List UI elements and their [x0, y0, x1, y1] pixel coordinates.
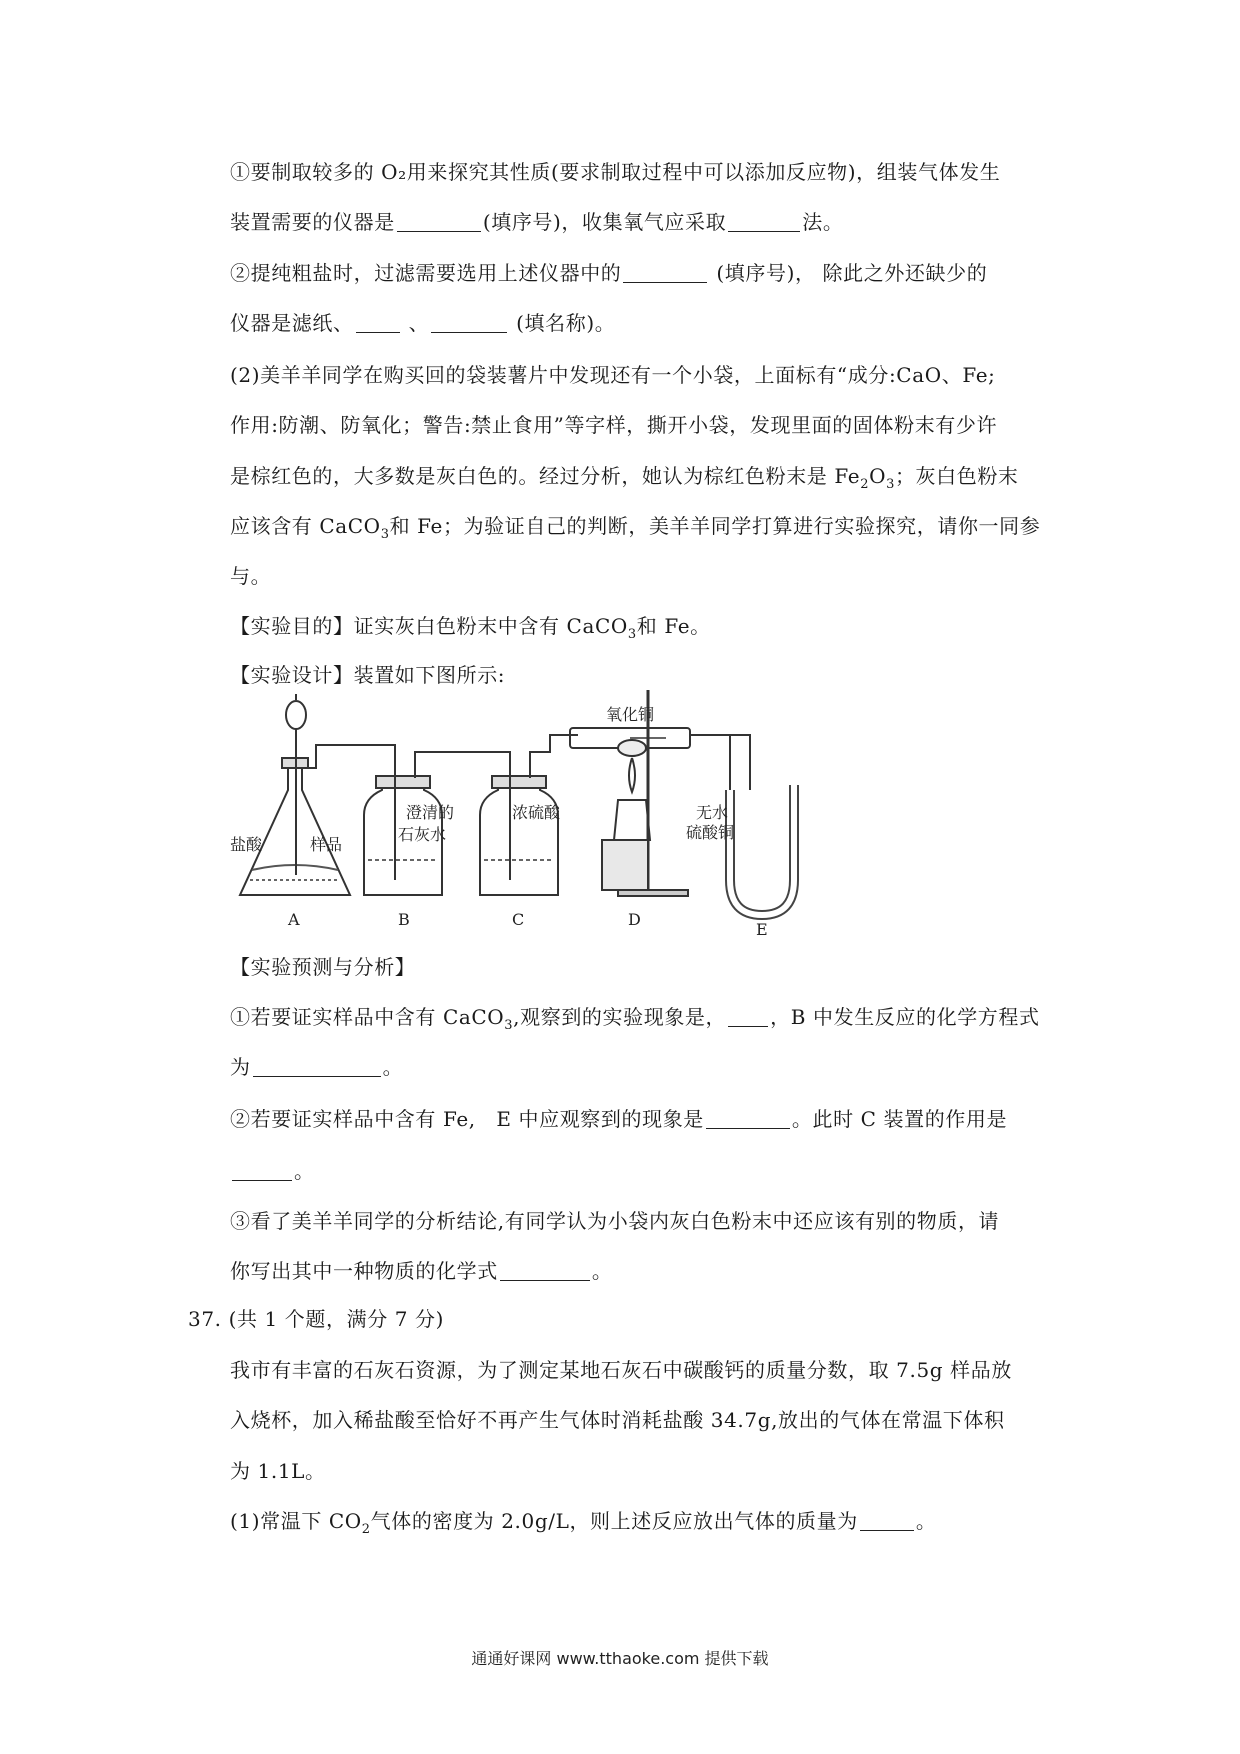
label-hcl: 盐酸 [230, 835, 263, 854]
answer-blank[interactable] [728, 211, 800, 232]
answer-blank[interactable] [500, 1260, 590, 1281]
answer-blank[interactable] [860, 1510, 914, 1531]
experiment-design: 【实验设计】装置如下图所示: [230, 663, 506, 687]
analysis-2-line1: ②若要证实样品中含有 Fe, E 中应观察到的现象是 。此时 C 装置的作用是 [230, 1107, 1008, 1131]
q37-line1: 我市有丰富的石灰石资源，为了测定某地石灰石中碳酸钙的质量分数，取 7.5g 样品放 [230, 1358, 1012, 1382]
answer-blank[interactable] [431, 312, 507, 333]
experiment-purpose: 【实验目的】证实灰白色粉末中含有 CaCO$_3$和 Fe。 [230, 614, 711, 642]
label-cuso4-2: 硫酸铜 [686, 823, 735, 842]
q37-heading: 37. (共 1 个题，满分 7 分) [188, 1307, 445, 1331]
q2-line4: 应该含有 CaCO$_3$和 Fe；为验证自己的判断，美羊羊同学打算进行实验探究，请你一同参 [230, 514, 1041, 542]
label-e: E [756, 920, 768, 939]
label-cuo: 氧化铜 [606, 705, 655, 724]
label-c: C [512, 910, 525, 929]
q1-part1-line1: ①要制取较多的 O₂用来探究其性质(要求制取过程中可以添加反应物)，组装气体发生 [230, 160, 1001, 184]
label-limewater-1: 澄清的 [406, 803, 455, 822]
analysis-1-line2: 为 。 [230, 1055, 404, 1079]
q1-part1-line2: 装置需要的仪器是 (填序号)，收集氧气应采取 法。 [230, 210, 844, 234]
label-sample: 样品 [310, 835, 343, 854]
label-d: D [628, 910, 641, 929]
q1-part2-line1: ②提纯粗盐时，过滤需要选用上述仪器中的 (填序号)， 除此之外还缺少的 [230, 261, 988, 285]
analysis-2-line2: 。 [230, 1156, 315, 1186]
answer-blank[interactable] [253, 1056, 381, 1077]
q2-line1: (2)美羊羊同学在购买回的袋装薯片中发现还有一个小袋，上面标有“成分:CaO、Fe; [230, 363, 996, 387]
label-h2so4: 浓硫酸 [512, 803, 561, 822]
apparatus-diagram [230, 690, 862, 940]
answer-blank[interactable] [356, 312, 400, 333]
label-limewater-2: 石灰水 [398, 825, 447, 844]
analysis-3-line1: ③看了美羊羊同学的分析结论,有同学认为小袋内灰白色粉末中还应该有别的物质，请 [230, 1209, 1000, 1233]
q37-line2: 入烧杯，加入稀盐酸至恰好不再产生气体时消耗盐酸 34.7g,放出的气体在常温下体积 [230, 1408, 1005, 1432]
analysis-heading: 【实验预测与分析】 [230, 955, 416, 979]
answer-blank[interactable] [728, 1006, 768, 1027]
q2-line2: 作用:防潮、防氧化；警告:禁止食用”等字样，撕开小袋，发现里面的固体粉末有少许 [230, 413, 998, 437]
label-b: B [398, 910, 410, 929]
q37-line3: 为 1.1L。 [230, 1459, 326, 1483]
analysis-3-line2: 你写出其中一种物质的化学式 。 [230, 1259, 613, 1283]
answer-blank[interactable] [623, 262, 707, 283]
q2-line5: 与。 [230, 564, 272, 588]
flask-a [240, 694, 350, 895]
answer-blank[interactable] [397, 211, 481, 232]
q1-part2-line2: 仪器是滤纸、 、 (填名称)。 [230, 311, 616, 335]
analysis-1-line1: ①若要证实样品中含有 CaCO$_3$,观察到的实验现象是， ，B 中发生反应的化学方程式 [230, 1005, 1040, 1033]
answer-blank[interactable] [232, 1160, 292, 1181]
answer-blank[interactable] [706, 1108, 790, 1129]
label-cuso4-1: 无水 [696, 803, 729, 822]
q37-sub1: (1)常温下 $CO_2$气体的密度为 2.0g/L，则上述反应放出气体的质量为 。 [230, 1509, 937, 1537]
page-footer: 通通好课网 www.tthaoke.com 提供下载 [471, 1649, 769, 1668]
label-a: A [288, 910, 300, 929]
q2-line3: 是棕红色的，大多数是灰白色的。经过分析，她认为棕红色粉末是 $Fe_2O_3$；灰白色粉末 [230, 464, 1019, 492]
